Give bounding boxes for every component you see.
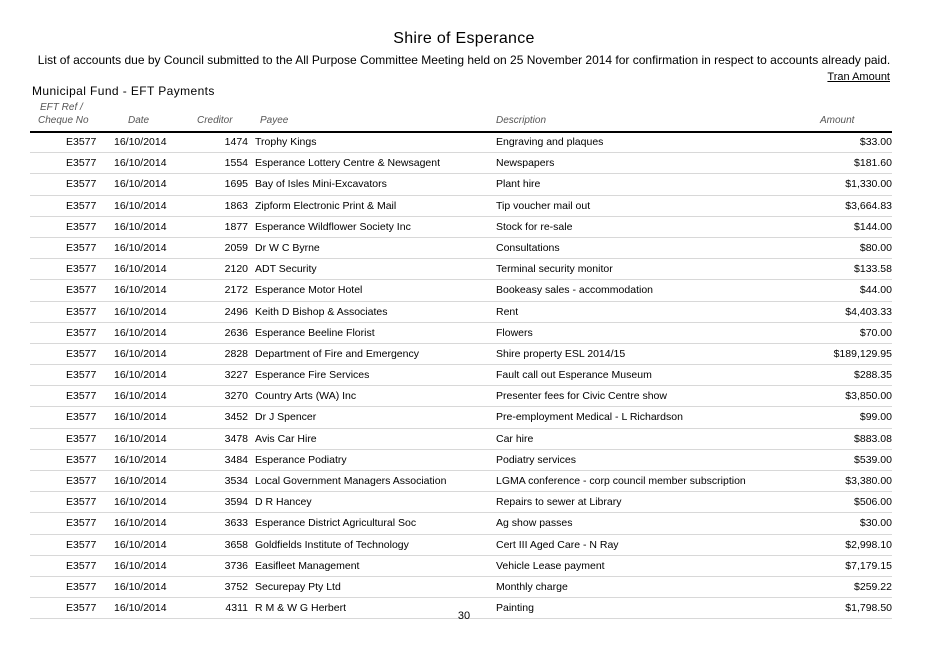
cell-amount: $144.00 (854, 220, 892, 233)
cell-amount: $7,179.15 (845, 559, 892, 572)
cell-eft-ref: E3577 (66, 538, 97, 551)
cell-payee: Esperance Beeline Florist (255, 326, 375, 339)
cell-eft-ref: E3577 (66, 284, 97, 297)
cell-payee: Trophy Kings (255, 136, 317, 148)
cell-eft-ref: E3577 (66, 305, 97, 318)
cell-amount: $133.58 (854, 263, 892, 276)
page-number: 30 (457, 610, 471, 622)
cell-description: Presenter fees for Civic Centre show (496, 390, 667, 403)
cell-description: LGMA conference - corp council member subscription (496, 475, 746, 487)
cell-payee: Dr J Spencer (255, 411, 317, 424)
cell-eft-ref: E3577 (66, 475, 97, 487)
table-row (30, 174, 892, 195)
cell-payee: D R Hancey (255, 496, 312, 509)
cell-description: Flowers (496, 326, 533, 339)
cell-eft-ref: E3577 (66, 432, 97, 445)
col-header-payee: Payee (260, 115, 289, 126)
section-heading: Municipal Fund - EFT Payments (32, 84, 215, 98)
cell-creditor: 3478 (224, 432, 248, 445)
cell-creditor: 3752 (224, 580, 248, 593)
col-header-creditor: Creditor (197, 115, 233, 126)
cell-payee: Bay of Isles Mini-Excavators (255, 178, 387, 191)
cell-description: Shire property ESL 2014/15 (496, 347, 626, 360)
table-row (30, 577, 892, 598)
page-title: Shire of Esperance (393, 30, 535, 47)
table-row (30, 471, 892, 492)
cell-date: 16/10/2014 (114, 475, 167, 487)
cell-eft-ref: E3577 (66, 136, 97, 148)
cell-creditor: 2059 (224, 241, 248, 254)
cell-creditor: 1554 (224, 157, 248, 170)
cell-eft-ref: E3577 (66, 241, 97, 254)
cell-description: Monthly charge (496, 580, 568, 593)
cell-eft-ref: E3577 (66, 347, 97, 360)
cell-date: 16/10/2014 (114, 347, 167, 360)
cell-amount: $1,798.50 (845, 602, 892, 615)
cell-description: Plant hire (496, 178, 541, 191)
cell-date: 16/10/2014 (114, 602, 167, 615)
cell-date: 16/10/2014 (114, 263, 167, 276)
cell-description: Vehicle Lease payment (496, 559, 605, 572)
cell-description: Consultations (496, 241, 560, 254)
cell-payee: R M & W G Herbert (255, 602, 347, 615)
cell-date: 16/10/2014 (114, 305, 167, 318)
cell-payee: Local Government Managers Association (255, 475, 447, 487)
cell-creditor: 3227 (224, 369, 248, 382)
col-header-date: Date (128, 115, 150, 126)
table-row (30, 513, 892, 534)
cell-creditor: 3736 (224, 559, 248, 572)
table-row (30, 132, 892, 153)
cell-date: 16/10/2014 (114, 157, 167, 170)
cell-amount: $44.00 (859, 284, 892, 297)
cell-description: Repairs to sewer at Library (496, 496, 622, 509)
cell-amount: $506.00 (854, 496, 892, 509)
table-row (30, 535, 892, 556)
cell-date: 16/10/2014 (114, 284, 167, 297)
cell-creditor: 1474 (224, 136, 248, 148)
table-row (30, 365, 892, 386)
table-row (30, 556, 892, 577)
cell-description: Podiatry services (496, 453, 576, 466)
cell-creditor: 2636 (224, 326, 248, 339)
tran-amount-label: Tran Amount (827, 71, 890, 83)
cell-payee: Dr W C Byrne (255, 241, 320, 254)
cell-payee: Zipform Electronic Print & Mail (255, 199, 397, 212)
col-header-ref-line1: EFT Ref / (40, 102, 83, 113)
cell-description: Pre-employment Medical - L Richardson (496, 411, 683, 424)
cell-eft-ref: E3577 (66, 580, 97, 593)
cell-description: Engraving and plaques (496, 136, 604, 148)
cell-date: 16/10/2014 (114, 199, 167, 212)
cell-description: Ag show passes (496, 517, 573, 530)
table-row (30, 450, 892, 471)
table-row (30, 196, 892, 217)
table-row (30, 217, 892, 238)
cell-amount: $3,850.00 (845, 390, 892, 403)
cell-payee: Esperance Fire Services (255, 369, 370, 382)
table-row (30, 323, 892, 344)
cell-payee: Goldfields Institute of Technology (255, 538, 409, 551)
cell-date: 16/10/2014 (114, 559, 167, 572)
page-subtitle: List of accounts due by Council submitted to the All Purpose Committee Meeting held on 25 November 2014 for confirmation in respect to accounts already paid. (37, 53, 891, 67)
cell-description: Newspapers (496, 157, 555, 170)
cell-description: Tip voucher mail out (496, 199, 591, 212)
table-header (30, 101, 892, 133)
cell-creditor: 2120 (224, 263, 248, 276)
cell-date: 16/10/2014 (114, 432, 167, 445)
cell-payee: Department of Fire and Emergency (255, 347, 419, 360)
cell-payee: Easifleet Management (255, 559, 360, 572)
cell-eft-ref: E3577 (66, 157, 97, 170)
col-header-ref-line2: Cheque No (38, 115, 89, 126)
cell-creditor: 3534 (224, 475, 248, 487)
cell-payee: Esperance Wildflower Society Inc (255, 220, 411, 233)
cell-amount: $189,129.95 (833, 347, 892, 360)
cell-amount: $883.08 (854, 432, 892, 445)
cell-creditor: 3594 (224, 496, 248, 509)
cell-eft-ref: E3577 (66, 369, 97, 382)
cell-creditor: 2496 (224, 305, 248, 318)
table-row (30, 344, 892, 365)
cell-eft-ref: E3577 (66, 453, 97, 466)
cell-amount: $33.00 (859, 136, 892, 148)
cell-amount: $539.00 (854, 453, 892, 466)
cell-date: 16/10/2014 (114, 580, 167, 593)
cell-creditor: 3270 (224, 390, 248, 403)
table-row (30, 492, 892, 513)
cell-date: 16/10/2014 (114, 369, 167, 382)
cell-eft-ref: E3577 (66, 199, 97, 212)
cell-payee: Keith D Bishop & Associates (255, 305, 388, 318)
cell-date: 16/10/2014 (114, 411, 167, 424)
cell-amount: $70.00 (859, 326, 892, 339)
cell-payee: Esperance Lottery Centre & Newsagent (255, 157, 441, 170)
cell-payee: ADT Security (255, 263, 317, 276)
cell-creditor: 2828 (224, 347, 248, 360)
cell-description: Rent (496, 305, 519, 318)
cell-amount: $288.35 (854, 369, 892, 382)
cell-date: 16/10/2014 (114, 136, 167, 148)
cell-amount: $181.60 (854, 157, 892, 170)
cell-description: Stock for re-sale (496, 220, 573, 233)
cell-amount: $4,403.33 (845, 305, 892, 318)
table-row (30, 386, 892, 407)
cell-description: Car hire (496, 432, 534, 445)
cell-description: Fault call out Esperance Museum (496, 369, 652, 382)
cell-creditor: 2172 (224, 284, 248, 297)
cell-creditor: 3484 (224, 453, 248, 466)
cell-eft-ref: E3577 (66, 602, 97, 615)
table-row (30, 238, 892, 259)
cell-payee: Esperance Motor Hotel (255, 284, 363, 297)
table-row (30, 153, 892, 174)
table-row (30, 429, 892, 450)
cell-date: 16/10/2014 (114, 390, 167, 403)
cell-date: 16/10/2014 (114, 178, 167, 191)
cell-date: 16/10/2014 (114, 453, 167, 466)
cell-date: 16/10/2014 (114, 241, 167, 254)
cell-payee: Esperance District Agricultural Soc (255, 517, 417, 530)
cell-payee: Esperance Podiatry (255, 453, 347, 466)
cell-creditor: 3658 (224, 538, 248, 551)
cell-date: 16/10/2014 (114, 496, 167, 509)
cell-date: 16/10/2014 (114, 326, 167, 339)
cell-eft-ref: E3577 (66, 559, 97, 572)
cell-amount: $2,998.10 (845, 538, 892, 551)
cell-payee: Avis Car Hire (255, 432, 317, 445)
cell-amount: $259.22 (854, 580, 892, 593)
table-row (30, 259, 892, 280)
col-header-description: Description (496, 115, 547, 126)
cell-description: Bookeasy sales - accommodation (496, 284, 653, 297)
table-row (30, 407, 892, 428)
cell-creditor: 1695 (224, 178, 248, 191)
table-row (30, 302, 892, 323)
cell-eft-ref: E3577 (66, 326, 97, 339)
cell-eft-ref: E3577 (66, 496, 97, 509)
cell-payee: Securepay Pty Ltd (255, 580, 341, 593)
cell-amount: $80.00 (859, 241, 892, 254)
table-row (30, 280, 892, 301)
cell-eft-ref: E3577 (66, 178, 97, 191)
cell-amount: $3,664.83 (845, 199, 892, 212)
cell-eft-ref: E3577 (66, 411, 97, 424)
cell-creditor: 4311 (225, 602, 248, 615)
payments-table-body (30, 132, 892, 619)
cell-payee: Country Arts (WA) Inc (255, 390, 357, 403)
cell-eft-ref: E3577 (66, 220, 97, 233)
cell-date: 16/10/2014 (114, 220, 167, 233)
col-header-amount: Amount (820, 115, 855, 126)
cell-eft-ref: E3577 (66, 390, 97, 403)
cell-eft-ref: E3577 (66, 517, 97, 530)
cell-amount: $99.00 (859, 411, 892, 424)
cell-date: 16/10/2014 (114, 538, 167, 551)
cell-eft-ref: E3577 (66, 263, 97, 276)
cell-amount: $1,330.00 (845, 178, 892, 191)
cell-creditor: 1863 (224, 199, 248, 212)
cell-description: Cert III Aged Care - N Ray (496, 538, 619, 551)
cell-amount: $3,380.00 (845, 475, 892, 487)
cell-date: 16/10/2014 (114, 517, 167, 530)
cell-creditor: 3452 (224, 411, 248, 424)
cell-creditor: 1877 (224, 220, 248, 233)
cell-amount: $30.00 (859, 517, 892, 530)
cell-creditor: 3633 (224, 517, 248, 530)
cell-description: Painting (496, 602, 534, 615)
cell-description: Terminal security monitor (496, 263, 613, 276)
